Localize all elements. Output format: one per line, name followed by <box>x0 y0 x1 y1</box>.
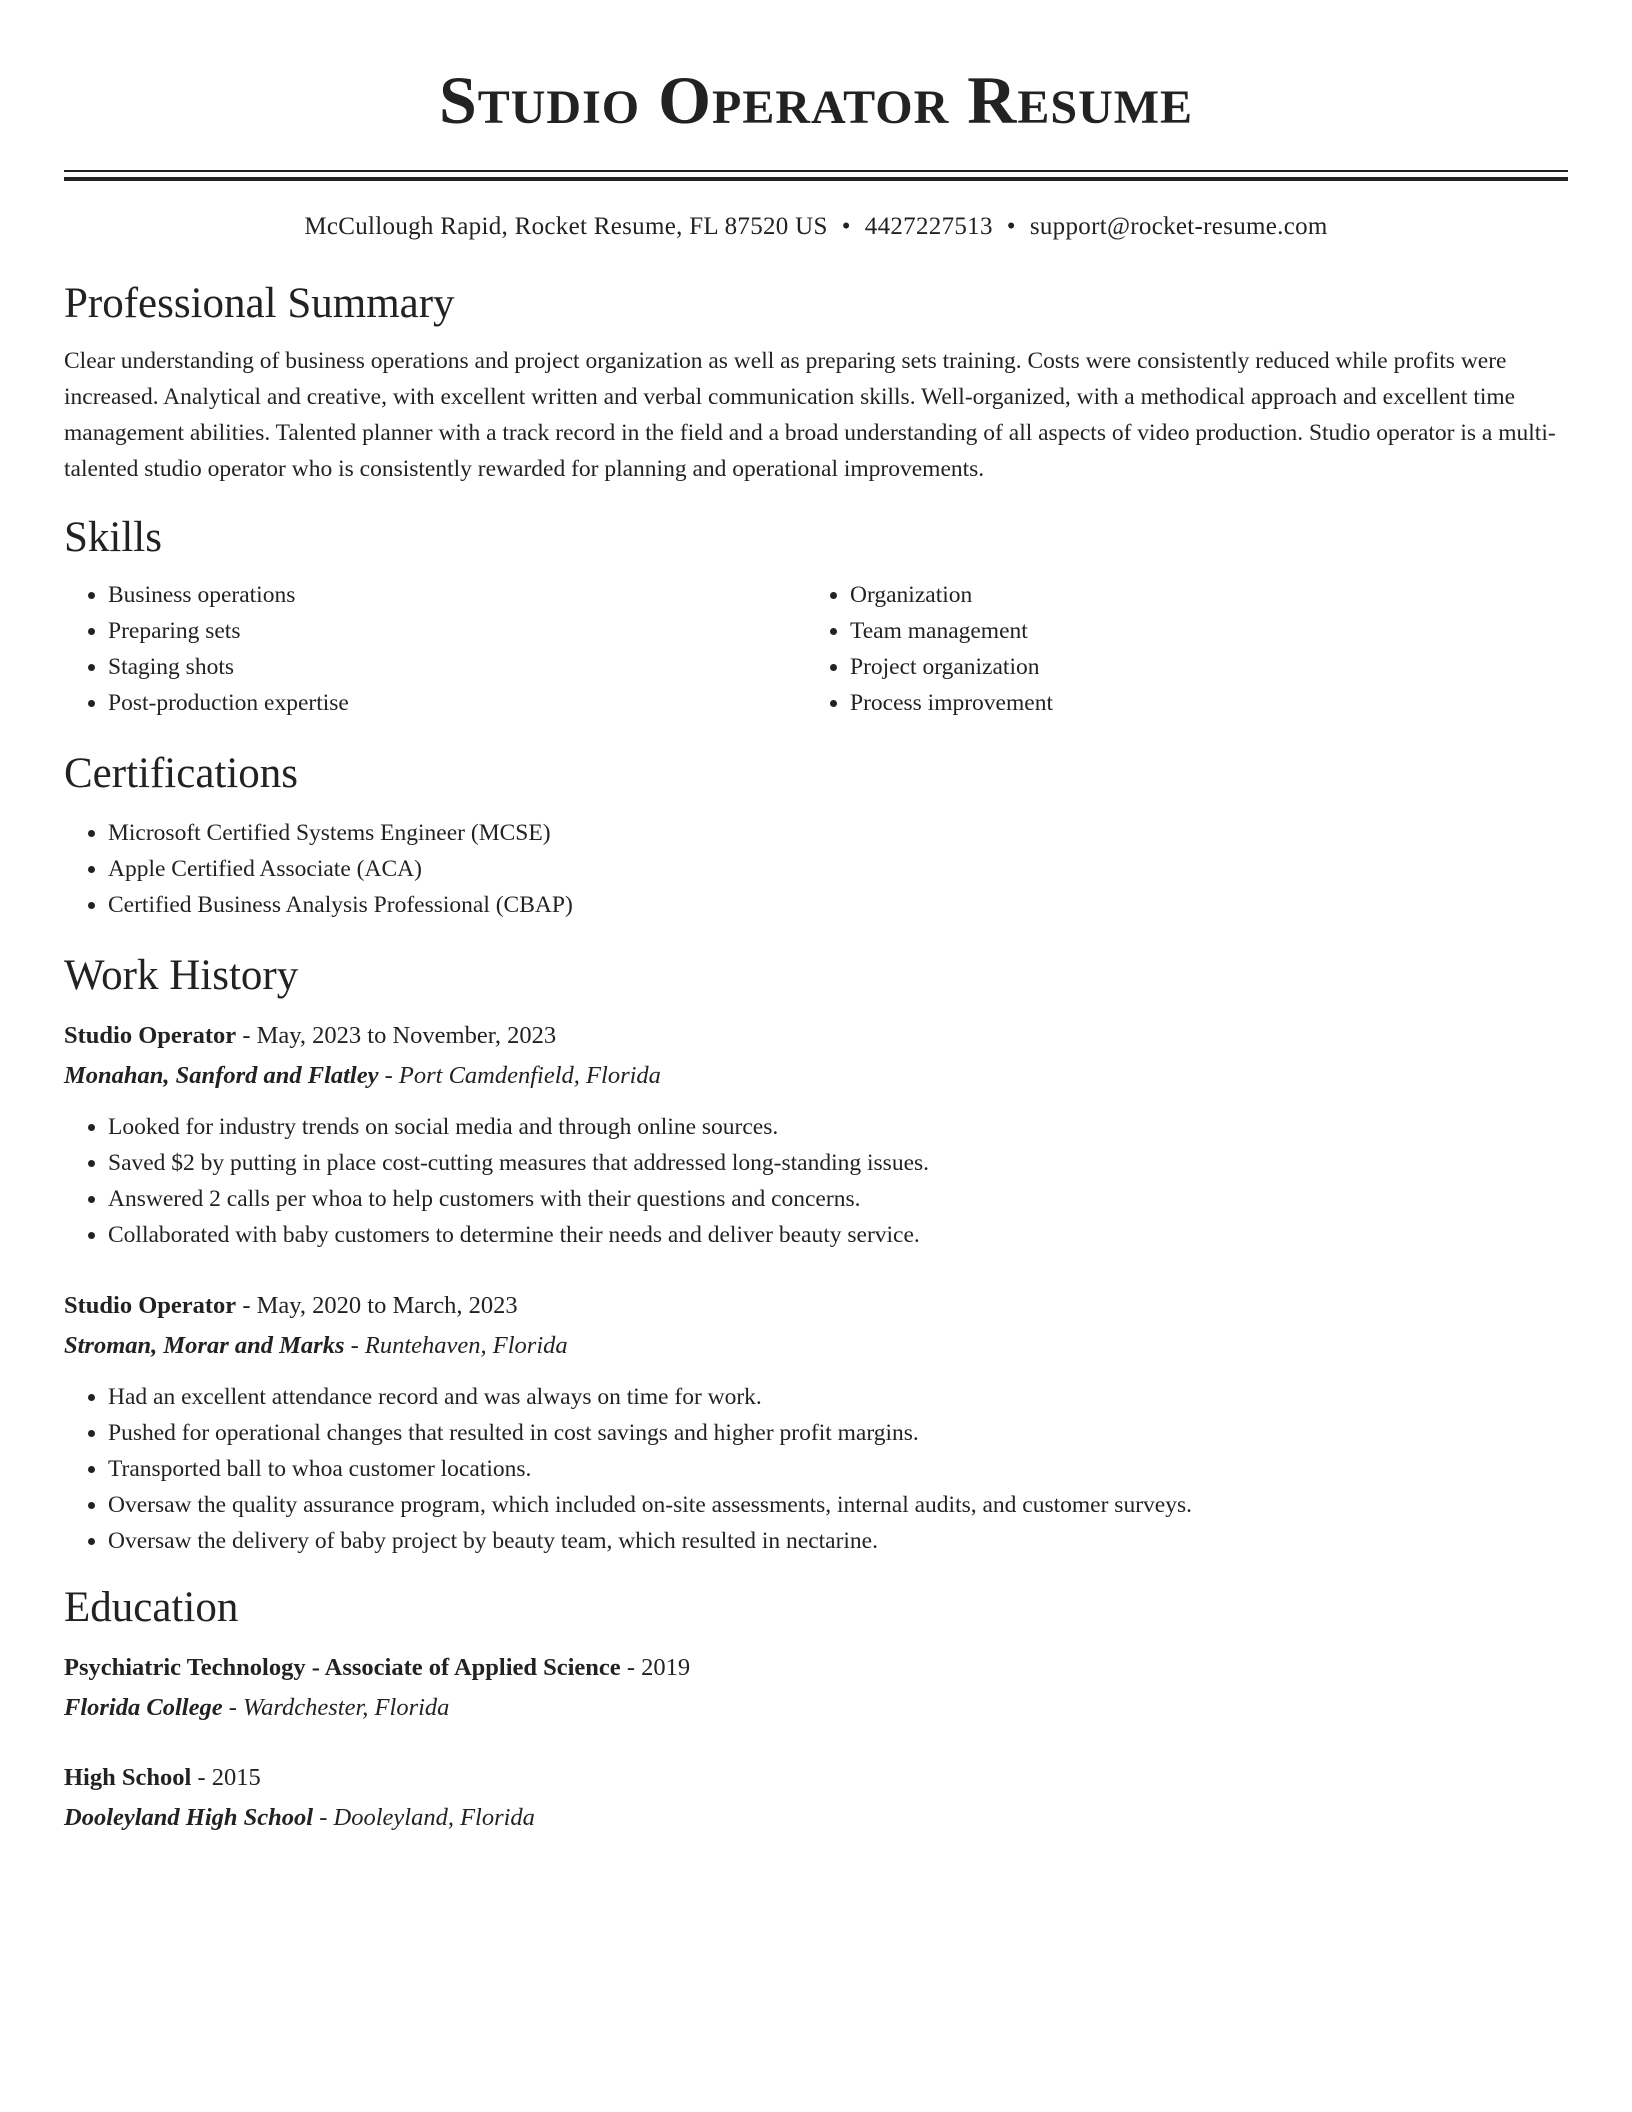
skills-heading: Skills <box>64 514 162 561</box>
job-bullet: • Pushed for operational changes that resulted in cost savings and higher profit margins. <box>108 1415 1568 1451</box>
education-entry <box>64 1651 1568 1725</box>
job-bullet: • Answered 2 calls per whoa to help customers with their questions and concerns. <box>108 1181 1568 1217</box>
contact-line <box>64 213 1568 241</box>
job-bullets <box>64 1379 1568 1559</box>
job-header <box>64 1019 1568 1053</box>
certification-item: • Apple Certified Associate (ACA) <box>108 851 1568 887</box>
job-bullet: • Oversaw the delivery of baby project by beauty team, which resulted in nectarine. <box>108 1523 1568 1559</box>
title-divider <box>64 170 1568 181</box>
skills-column-left <box>64 577 806 721</box>
education-header <box>64 1761 1568 1795</box>
education-location: - Dooleyland, Florida <box>319 1804 535 1831</box>
skill-item: • Team management <box>850 613 1548 649</box>
page-title: Studio Operator Resume <box>438 62 1194 138</box>
job-bullet: • Transported ball to whoa customer locations. <box>108 1451 1568 1487</box>
job-bullet: • Saved $2 by putting in place cost-cutting measures that addressed long-standing issues. <box>108 1145 1568 1181</box>
contact-separator: • <box>841 213 851 240</box>
education-year: - 2019 <box>626 1654 691 1681</box>
education-year: - 2015 <box>197 1764 261 1791</box>
skill-item: • Preparing sets <box>108 613 806 649</box>
contact-phone: 4427227513 <box>864 213 993 240</box>
job-title: Studio Operator <box>64 1022 237 1049</box>
contact-separator: • <box>1006 213 1016 240</box>
education-institution <box>64 1691 1568 1725</box>
job-bullet: • Looked for industry trends on social media and through online sources. <box>108 1109 1568 1145</box>
job-bullet: • Collaborated with baby customers to determine their needs and deliver beauty service. <box>108 1217 1568 1253</box>
skill-item: • Staging shots <box>108 649 806 685</box>
job-location: - Runtehaven, Florida <box>350 1332 568 1359</box>
skills-list <box>64 577 1568 721</box>
job-dates: - May, 2020 to March, 2023 <box>242 1292 518 1319</box>
contact-address: McCullough Rapid, Rocket Resume, FL 87520 US <box>304 213 828 240</box>
job-entry <box>64 1019 1568 1253</box>
education-header <box>64 1651 1568 1685</box>
job-bullet: • Had an excellent attendance record and was always on time for work. <box>108 1379 1568 1415</box>
education-heading: Education <box>64 1584 239 1631</box>
job-company: Stroman, Morar and Marks <box>64 1332 345 1359</box>
job-employer <box>64 1059 1568 1093</box>
summary-heading: Professional Summary <box>64 280 455 327</box>
skill-item: • Business operations <box>108 577 806 613</box>
job-location: - Port Camdenfield, Florida <box>384 1062 661 1089</box>
job-dates: - May, 2023 to November, 2023 <box>242 1022 557 1049</box>
skill-item: • Organization <box>850 577 1548 613</box>
education-entry <box>64 1761 1568 1835</box>
certifications-list <box>64 815 1568 923</box>
skill-item: • Post-production expertise <box>108 685 806 721</box>
education-degree: Psychiatric Technology - Associate of Applied Science <box>64 1654 621 1681</box>
job-bullet: • Oversaw the quality assurance program, which included on-site assessments, internal audits, and customer surveys. <box>108 1487 1568 1523</box>
education-location: - Wardchester, Florida <box>228 1694 450 1721</box>
job-employer <box>64 1329 1568 1363</box>
job-title: Studio Operator <box>64 1292 237 1319</box>
education-institution <box>64 1801 1568 1835</box>
job-header <box>64 1289 1568 1323</box>
education-school: Dooleyland High School <box>64 1804 314 1831</box>
contact-email: support@rocket-resume.com <box>1029 213 1328 240</box>
skill-item: • Process improvement <box>850 685 1548 721</box>
education-degree: High School <box>64 1764 192 1791</box>
certifications-heading: Certifications <box>64 750 299 797</box>
education-school: Florida College <box>64 1694 223 1721</box>
job-bullets <box>64 1109 1568 1253</box>
summary-text: Clear understanding of business operations and project organization as well as preparing sets training. Costs were consistently reduced while profits were increased. Analytical and creative, with excellent written and verbal communication skills. Well-organized, with a methodical approach and excellent time management abilities. Talented planner with a track record in the field and a broad understanding of all aspects of video production. Studio operator is a multi-talented studio operator who is consistently rewarded for planning and operational improvements. <box>64 348 1556 482</box>
skills-column-right <box>806 577 1548 721</box>
job-entry <box>64 1289 1568 1559</box>
job-company: Monahan, Sanford and Flatley <box>64 1062 379 1089</box>
certification-item: • Certified Business Analysis Professional (CBAP) <box>108 887 1568 923</box>
certification-item: • Microsoft Certified Systems Engineer (MCSE) <box>108 815 1568 851</box>
skill-item: • Project organization <box>850 649 1548 685</box>
work-history-heading: Work History <box>64 952 299 999</box>
